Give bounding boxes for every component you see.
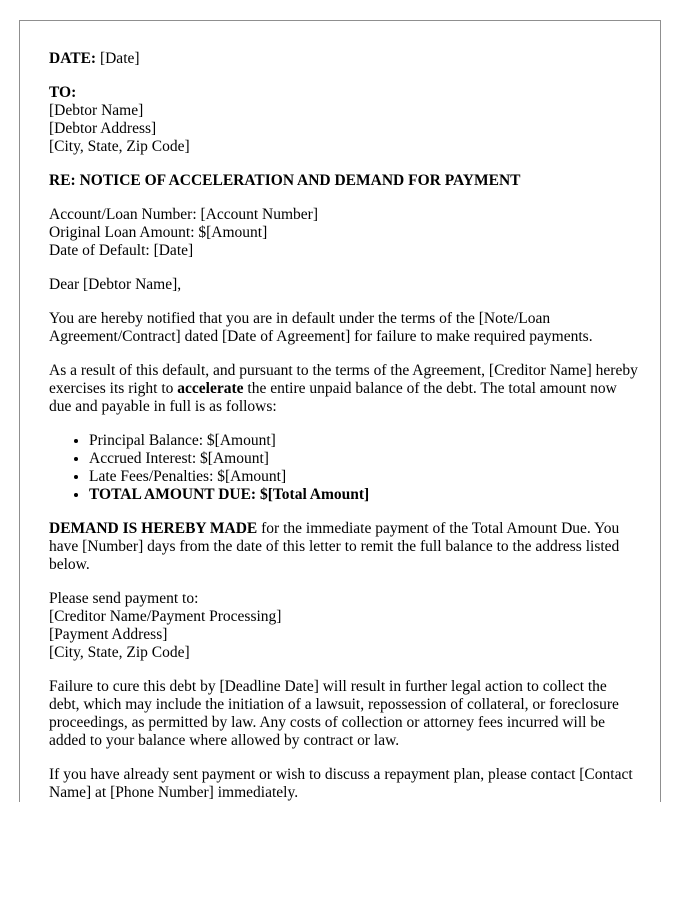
- default-notice-paragraph: You are hereby notified that you are in default under the terms of the [Note/Loan Agreement/Contract] dated [Date of Agreement] for failure to make required payments.: [49, 310, 593, 345]
- to-label: TO:: [49, 84, 77, 101]
- salutation: Dear [Debtor Name],: [49, 276, 182, 293]
- letter-page: [19, 20, 661, 802]
- original-loan-amount: Original Loan Amount: $[Amount]: [49, 224, 268, 241]
- acceleration-text-before: As a result of this default, and pursuant to the terms of the Agreement, [Creditor Name] hereby exercises its right to: [49, 362, 638, 397]
- demand-keyword: DEMAND IS HEREBY MADE: [49, 520, 258, 537]
- date-label: DATE:: [49, 50, 97, 67]
- acceleration-paragraph: [49, 362, 639, 416]
- principal-balance-item: • Principal Balance: $[Amount]: [89, 432, 639, 450]
- contact-paragraph: If you have already sent payment or wish to discuss a repayment plan, please contact [Contact Name] at [Phone Number] immediately.: [49, 766, 633, 801]
- amounts-list: [49, 432, 639, 504]
- subject-line: RE: NOTICE OF ACCELERATION AND DEMAND FOR PAYMENT: [49, 172, 521, 189]
- creditor-name: [Creditor Name/Payment Processing]: [49, 608, 282, 625]
- payment-intro: Please send payment to:: [49, 590, 199, 607]
- recipient-block: [49, 84, 639, 156]
- account-details: [49, 206, 639, 260]
- failure-to-cure-paragraph: Failure to cure this debt by [Deadline Date] will result in further legal action to collect the debt, which may include the initiation of a lawsuit, repossession of collateral, or foreclosure proceedings, as permitted by law. Any costs of collection or attorney fees incurred will be added to your balance where allowed by contract or law.: [49, 678, 619, 749]
- acceleration-keyword: accelerate: [177, 380, 244, 397]
- date-value: [Date]: [96, 50, 140, 67]
- demand-text: for the immediate payment of the Total Amount Due. You have [Number] days from the date of this letter to remit the full balance to the address listed below.: [49, 520, 620, 573]
- payment-address-block: [49, 590, 639, 662]
- total-amount-due-item: • TOTAL AMOUNT DUE: $[Total Amount]: [89, 486, 639, 504]
- letter-body: [49, 50, 639, 802]
- payment-city-state-zip: [City, State, Zip Code]: [49, 644, 190, 661]
- date-line: [49, 50, 639, 68]
- debtor-name: [Debtor Name]: [49, 102, 144, 119]
- debtor-address: [Debtor Address]: [49, 120, 157, 137]
- acceleration-text-after: the entire unpaid balance of the debt. The total amount now due and payable in full is as follows:: [49, 380, 617, 415]
- debtor-city-state-zip: [City, State, Zip Code]: [49, 138, 190, 155]
- accrued-interest-item: • Accrued Interest: $[Amount]: [89, 450, 639, 468]
- date-of-default: Date of Default: [Date]: [49, 242, 194, 259]
- late-fees-item: • Late Fees/Penalties: $[Amount]: [89, 468, 639, 486]
- demand-paragraph: [49, 520, 639, 574]
- payment-address: [Payment Address]: [49, 626, 168, 643]
- account-number: Account/Loan Number: [Account Number]: [49, 206, 319, 223]
